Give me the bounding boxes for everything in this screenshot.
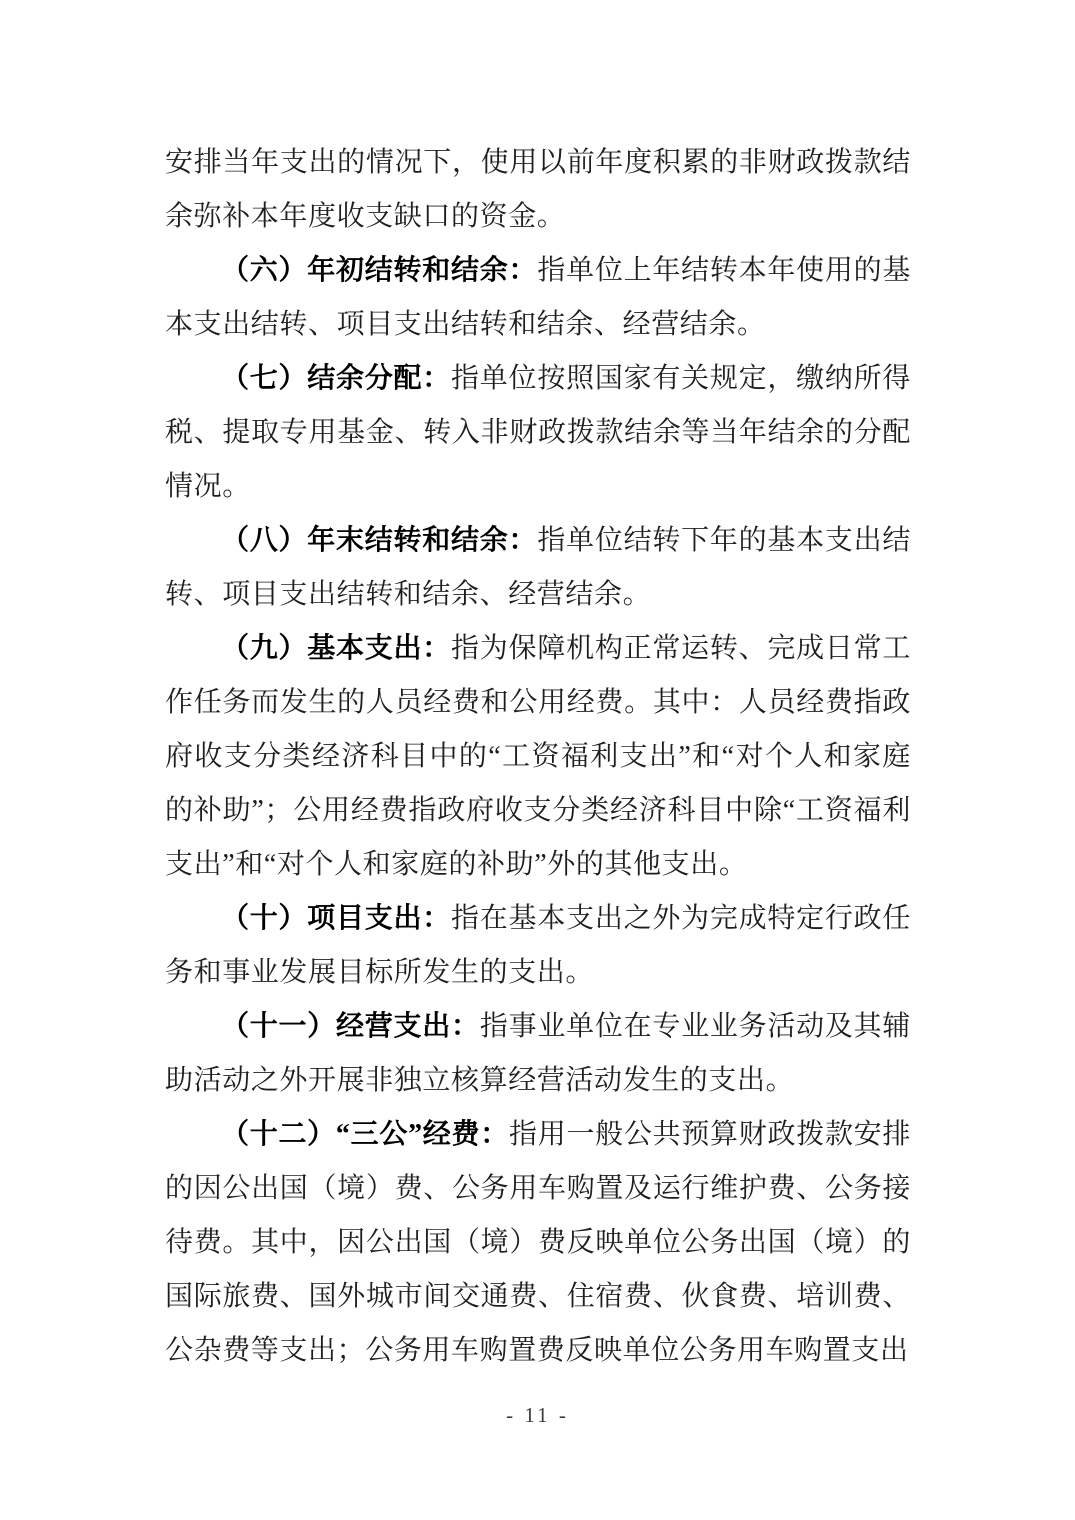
paragraph (165, 892, 911, 1000)
paragraph-body: 指用一般公共预算财政拨款安排的因公出国（境）费、公务用车购置及运行维护费、公务接待费。其中，因公出国（境）费反映单位公务出国（境）的国际旅费、国外城市间交通费、住宿费、伙食费、培训费、公杂费等支出；公务用车购置费反映单位公务用车购置支出 (165, 1119, 912, 1366)
paragraph (165, 1000, 911, 1108)
paragraph (165, 136, 911, 244)
paragraph-heading: （十）项目支出： (221, 903, 452, 934)
paragraph (165, 1108, 911, 1378)
paragraph (165, 244, 911, 352)
paragraph-heading: （十一）经营支出： (221, 1011, 480, 1042)
paragraph-body: 指事业单位在专业业务活动及其辅助活动之外开展非独立核算经营活动发生的支出。 (165, 1011, 911, 1096)
paragraph-heading: （九）基本支出： (221, 633, 452, 664)
page-number: - 11 - (506, 1403, 569, 1427)
paragraph-body: 指在基本支出之外为完成特定行政任务和事业发展目标所发生的支出。 (165, 903, 911, 988)
paragraph-body: 安排当年支出的情况下，使用以前年度积累的非财政拨款结余弥补本年度收支缺口的资金。 (165, 147, 911, 232)
paragraph-body: 指单位结转下年的基本支出结转、项目支出结转和结余、经营结余。 (165, 525, 911, 610)
paragraph-body: 指单位上年结转本年使用的基本支出结转、项目支出结转和结余、经营结余。 (165, 255, 911, 340)
paragraph-heading: （六）年初结转和结余： (221, 255, 538, 286)
paragraph-heading: （十二）“三公”经费： (221, 1119, 509, 1150)
document-body (165, 136, 911, 1378)
paragraph-body: 指单位按照国家有关规定，缴纳所得税、提取专用基金、转入非财政拨款结余等当年结余的分配情况。 (165, 363, 911, 502)
paragraph-body: 指为保障机构正常运转、完成日常工作任务而发生的人员经费和公用经费。其中：人员经费指政府收支分类经济科目中的“工资福利支出”和“对个人和家庭的补助”；公用经费指政府收支分类经济科目中除“工资福利支出”和“对个人和家庭的补助”外的其他支出。 (165, 633, 911, 880)
paragraph (165, 622, 911, 892)
paragraph (165, 352, 911, 514)
paragraph-heading: （八）年末结转和结余： (221, 525, 538, 556)
paragraph-heading: （七）结余分配： (221, 363, 452, 394)
paragraph (165, 514, 911, 622)
